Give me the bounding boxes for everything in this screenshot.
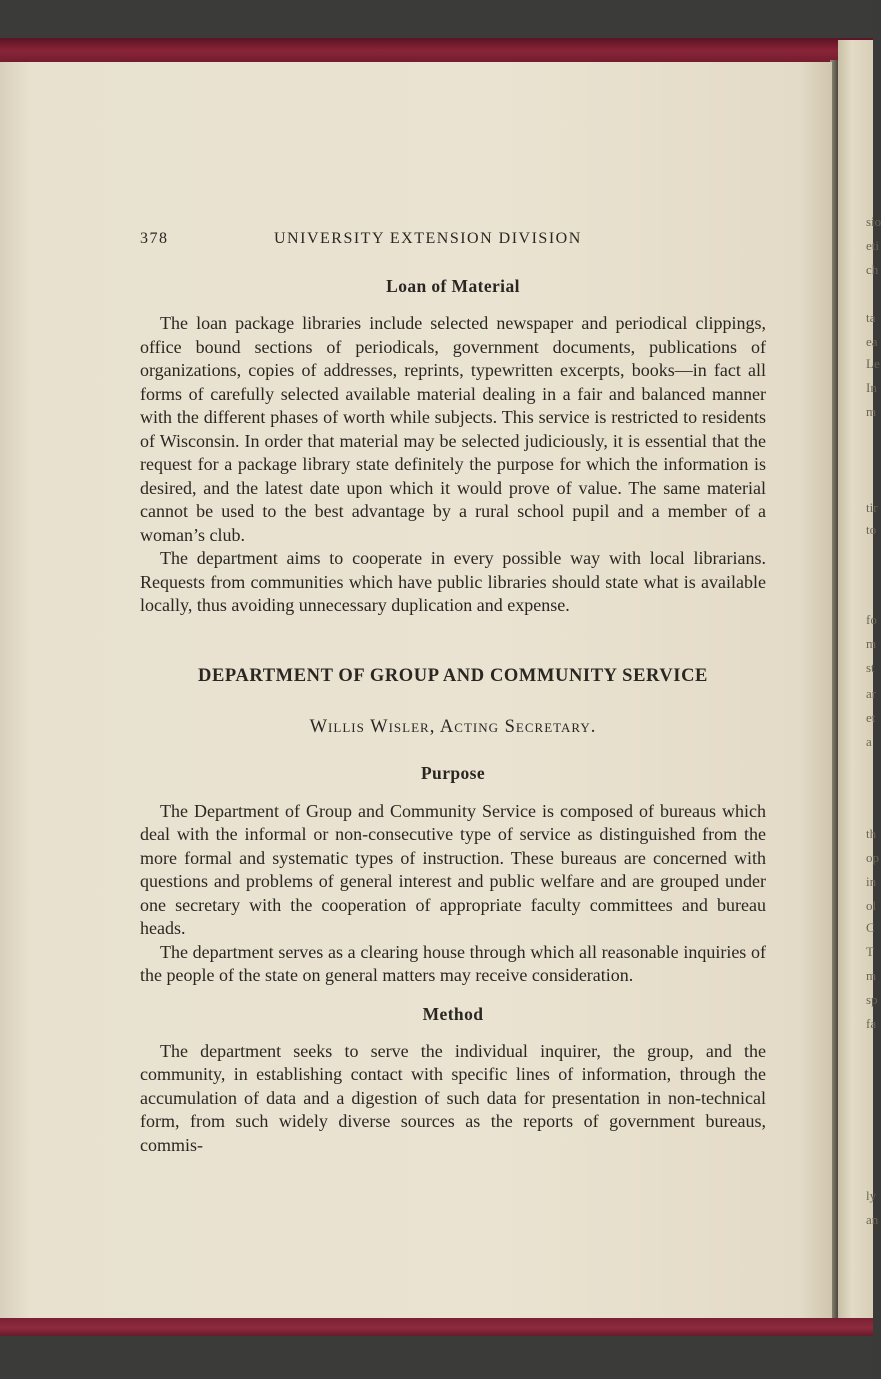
adjacent-page-fragment: In — [866, 380, 877, 395]
adjacent-page-fragment: ch — [866, 262, 879, 277]
adjacent-page-fragment: tir — [866, 500, 878, 515]
running-header — [140, 222, 766, 246]
adjacent-page-fragment: ly — [866, 1188, 877, 1203]
purpose-heading: Purpose — [420, 762, 486, 783]
adjacent-page-fragment: sp — [866, 992, 878, 1007]
dark-background-top — [0, 0, 873, 40]
department-title: DEPARTMENT OF GROUP AND COMMUNITY SERVICE — [198, 665, 708, 686]
adjacent-page-fragment: st — [866, 660, 875, 675]
adjacent-page-fragment: ol — [866, 898, 877, 913]
adjacent-page-fragment: m — [866, 404, 877, 419]
adjacent-page-fragment: fa — [866, 1016, 877, 1031]
purpose-paragraph-2: The department serves as a clearing house through which all reasonable inquiries of the people of the state on general matters may receive consideration. — [140, 941, 766, 985]
adjacent-page-fragment: ta — [866, 310, 876, 325]
adjacent-page-fragment: to — [866, 522, 877, 537]
dark-background-bottom — [0, 1336, 873, 1379]
adjacent-page-fragment: in — [866, 874, 877, 889]
adjacent-page-fragment: fo — [866, 612, 877, 627]
running-title: UNIVERSITY EXTENSION DIVISION — [274, 230, 582, 247]
method-heading: Method — [422, 1003, 484, 1024]
adjacent-page-fragment: an — [866, 1212, 879, 1227]
adjacent-page-fragment: th — [866, 826, 877, 841]
adjacent-page-fragment: C — [866, 920, 875, 935]
loan-paragraph-2: The department aims to cooperate in every possible way with local librarians. Requests from communities which have public libraries should state what is available locally, thus avoiding unnecessary duplication and expense. — [140, 548, 766, 615]
book-page — [0, 62, 832, 1322]
adjacent-page-fragment: ar — [866, 686, 877, 701]
adjacent-page-fragment: sio — [866, 214, 881, 229]
adjacent-page-fragment: et — [866, 710, 876, 725]
adjacent-page-fragment: op — [866, 850, 879, 865]
purpose-paragraph-1: The Department of Group and Community Service is composed of bureaus which deal with the informal or non-consecutive type of service as distinguished from the more formal and systematic types of instruction. These bureaus are concerned with questions and problems of general interest and public welfare and are grouped under one secretary with the cooperation of appropriate faculty committees and bureau heads. — [140, 800, 766, 938]
adjacent-page-fragment: ea — [866, 334, 878, 349]
loan-paragraph-1: The loan package libraries include selected newspaper and periodical clippings, office bound sections of periodicals, government documents, publications of organizations, copies of addresses, reprints, typewritten excerpts, books—in fact all forms of carefully selected available material dealing in a fair and balanced manner with the different phases of worth while subjects. This service is restricted to residents of Wisconsin. In order that material may be selected judiciously, it is essential that the request for a package library state definitely the purpose for which the information is desired, and the latest date upon which it would prove of value. The same material cannot be used to the best advantage by a rural school pupil and a member of a woman’s club. — [140, 313, 766, 545]
adjacent-page-fragment: m — [866, 968, 877, 983]
method-paragraph-1: The department seeks to serve the individual inquirer, the group, and the community, in establishing contact with specific lines of information, through the accumulation of data and a digestion of such data for presentation in non-technical form, from such widely diverse sources as the reports of government bureaus, commis- — [140, 1040, 766, 1155]
book-cover-edge-bottom — [0, 1318, 873, 1338]
adjacent-page-fragment: m — [866, 636, 877, 651]
adjacent-page-fragment: eti — [866, 238, 879, 253]
loan-heading: Loan of Material — [386, 276, 520, 296]
adjacent-page-fragment: a — [866, 734, 872, 749]
page-content — [140, 222, 766, 1157]
adjacent-page-fragment: T — [866, 944, 874, 959]
page-number: 378 — [140, 230, 169, 247]
adjacent-page-fragment: Le — [866, 356, 880, 371]
department-byline: Willis Wisler, Acting Secretary. — [309, 716, 597, 737]
